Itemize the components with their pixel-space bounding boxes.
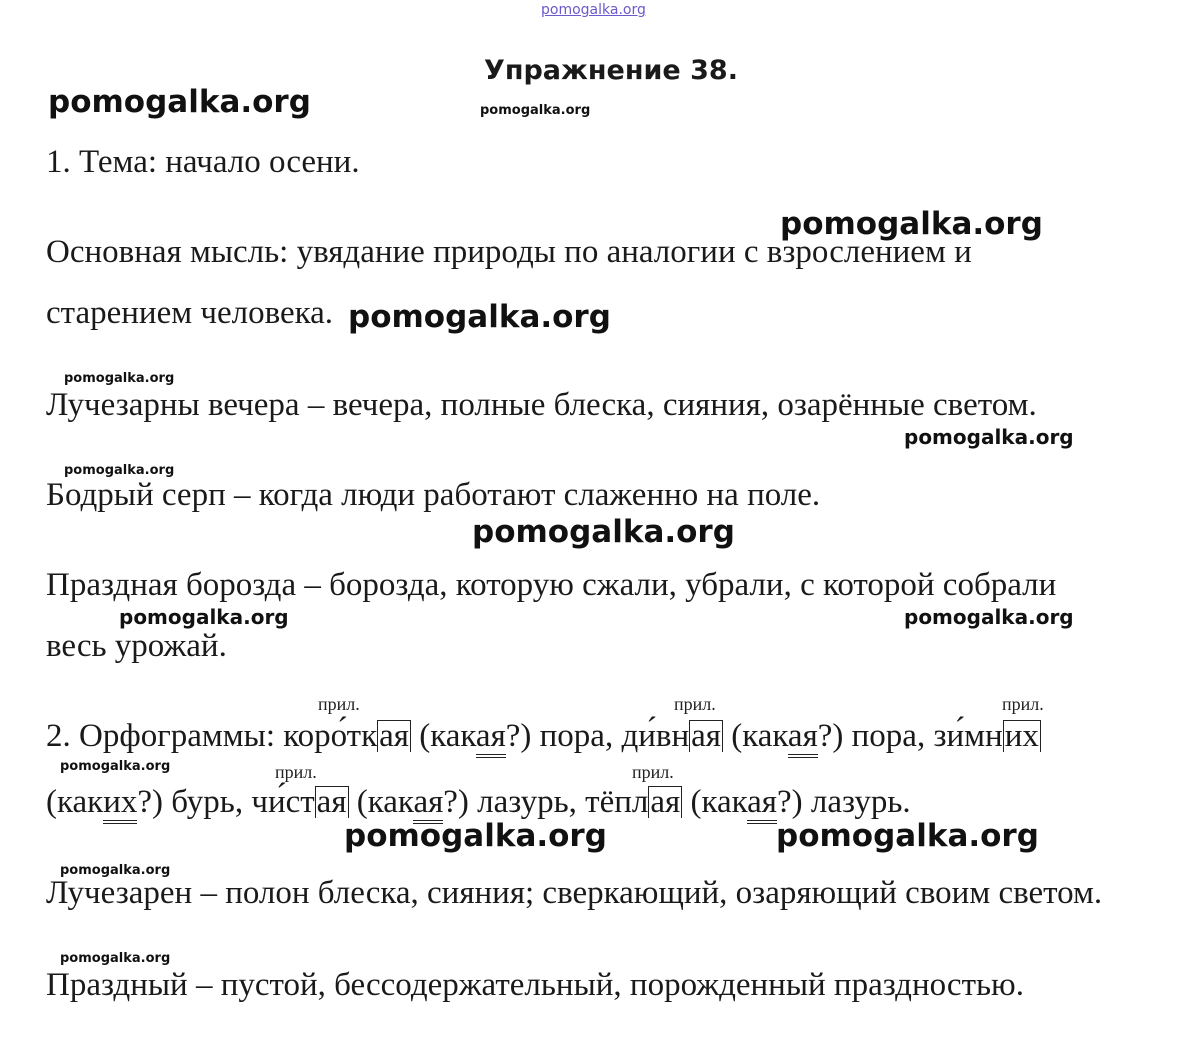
question-ending: ая (747, 784, 777, 824)
pos-label: прил. (318, 694, 360, 714)
question-ending: ая (413, 784, 443, 824)
orthogram-text: (как (46, 784, 104, 820)
glossary-line: Лучезарен – полон блеска, сияния; сверкающий, озаряющий своим светом. (46, 875, 1103, 911)
glossary-line: Праздный – пустой, бессодержательный, порожденный праздностью. (46, 967, 1024, 1003)
definition-line: Бодрый серп – когда люди работают слаженно на поле. (46, 477, 821, 513)
orthogram-text: ?) лазурь, тёпл (443, 784, 649, 820)
orthogram-text: (как (348, 784, 414, 820)
pos-label: прил. (632, 762, 674, 782)
watermark: pomogalka.org (348, 299, 611, 335)
question-ending: их (103, 784, 137, 824)
orthogram-text: ?) лазурь. (776, 784, 911, 820)
orthogram-text: ?) пора, ди́вн (505, 718, 690, 754)
watermark: pomogalka.org (344, 818, 607, 854)
watermark: pomogalka.org (472, 514, 735, 550)
watermark: pomogalka.org (64, 371, 175, 386)
pos-label: прил. (275, 762, 317, 782)
question-ending: ая (476, 718, 506, 758)
ending-mark: ая (650, 784, 681, 820)
watermark: pomogalka.org (60, 863, 171, 878)
watermark: pomogalka.org (119, 605, 289, 629)
page-title: Упражнение 38. (484, 55, 738, 86)
ending-mark: ая (379, 718, 409, 754)
watermark: pomogalka.org (48, 84, 311, 120)
watermark-top[interactable]: pomogalka.org (541, 2, 646, 18)
ending-mark: их (1004, 718, 1039, 754)
orthogram-line (46, 786, 911, 819)
watermark: pomogalka.org (480, 103, 591, 118)
watermark: pomogalka.org (904, 425, 1074, 449)
orthogram-text: ?) бурь, чи́ст (137, 784, 315, 820)
definition-line: весь урожай. (46, 628, 227, 664)
orthogram-text: 2. Орфограммы: коро́тк (46, 718, 378, 754)
ending-mark: ая (316, 784, 347, 820)
watermark: pomogalka.org (780, 206, 1043, 242)
watermark: pomogalka.org (60, 951, 171, 966)
main-idea-line: Основная мысль: увядание природы по аналогии с взрослением и (46, 234, 972, 270)
question-ending: ая (788, 718, 818, 758)
ending-mark: ая (691, 718, 721, 754)
definition-line: Лучезарны вечера – вечера, полные блеска, сияния, озарённые светом. (46, 387, 1037, 423)
orthogram-text: (как (410, 718, 476, 754)
orthogram-text: ?) пора, зи́мн (817, 718, 1003, 754)
orthogram-text: (как (682, 784, 748, 820)
orthogram-text: (как (722, 718, 788, 754)
pos-label: прил. (674, 694, 716, 714)
watermark: pomogalka.org (904, 605, 1074, 629)
theme-line: 1. Тема: начало осени. (46, 144, 360, 180)
main-idea-line: старением человека. (46, 295, 334, 331)
watermark: pomogalka.org (776, 818, 1039, 854)
watermark: pomogalka.org (60, 759, 171, 774)
definition-line: Праздная борозда – борозда, которую сжали, убрали, с которой собрали (46, 567, 1057, 603)
watermark: pomogalka.org (64, 463, 175, 478)
pos-label: прил. (1002, 694, 1044, 714)
orthogram-line (46, 720, 1041, 753)
